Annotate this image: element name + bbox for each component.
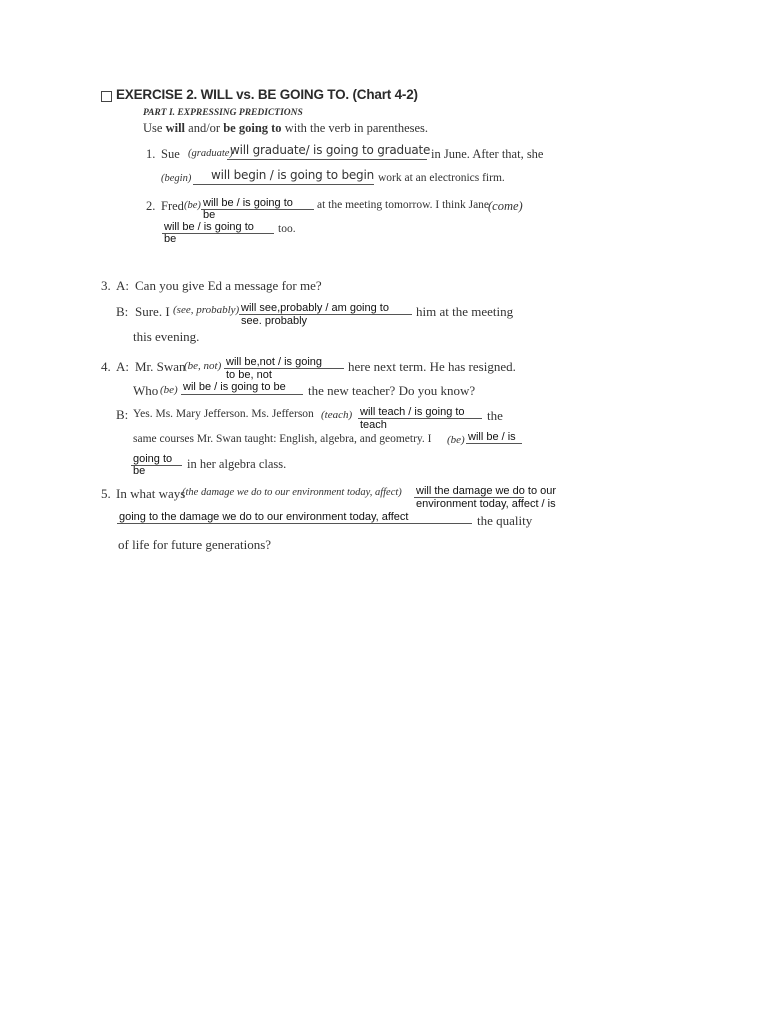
item-1-blank-a [227,159,427,160]
item-4-answer-e-line2[interactable]: teach [360,419,387,431]
item-4-answer-e-line1[interactable]: will teach / is going to [360,406,465,418]
item-3-answer-line1[interactable]: will see,probably / am going to [241,302,389,314]
item-1-text-a: Sue [161,147,180,161]
item-2-answer-b-line1[interactable]: will be / is going to [164,221,254,233]
item-5-answer-line2[interactable]: environment today, affect / is [416,498,556,510]
item-5-verb: (the damage we do to our environment today, affect) [182,487,402,498]
item-2-blank-b [162,233,274,234]
item-4-verb-a: (be, not) [184,360,222,372]
item-4-text-e: Yes. Ms. Mary Jefferson. Ms. Jefferson [133,408,314,420]
item-4-answer-c[interactable]: wil be / is going to be [183,381,286,393]
item-2-text-c: too. [278,223,296,235]
item-1-answer-b[interactable]: will begin / is going to begin [211,168,375,182]
item-1-number: 1. [146,147,156,161]
item-4-answer-g-line1[interactable]: will be / is [468,431,516,443]
item-4-verb-g: (be) [447,434,465,446]
item-3-number: 3. [101,278,111,293]
item-2-verb-a: (be) [184,200,201,211]
item-5-text-c: of life for future generations? [118,537,272,552]
part-heading: PART I. EXPRESSING PREDICTIONS [143,108,303,118]
item-2-blank-a [201,209,314,210]
item-1-verb-b: (begin) [161,173,192,184]
item-4-answer-g-line2[interactable]: going to [133,453,173,465]
item-1-blank-b [193,184,374,185]
item-2-text-a: Fred [161,199,184,213]
item-3-question: Can you give Ed a message for me? [135,278,322,293]
item-4-speaker-a: A: [116,359,129,374]
exercise-title: EXERCISE 2. WILL vs. BE GOING TO. (Chart 4-2) [116,87,418,102]
instructions: Use will and/or be going to with the verb in parentheses. [143,121,429,135]
item-2-number: 2. [146,199,156,213]
item-5-number: 5. [101,486,111,501]
item-5-blank-2 [117,523,472,524]
item-4-blank-g1 [466,443,522,444]
item-5-text-b: the quality [477,513,533,528]
item-2-answer-a-line1[interactable]: will be / is going to [203,197,293,209]
item-2-verb-b: (come) [488,199,523,213]
item-4-blank-c [181,394,303,395]
item-2-answer-b-line2[interactable]: be [164,233,177,245]
item-4-number: 4. [101,359,111,374]
item-1-answer-a[interactable]: will graduate/ is going to graduate [230,143,431,157]
item-3-verb: (see, probably) [173,304,240,316]
item-3-text-c: him at the meeting [416,304,514,319]
item-4-text-f: the [487,408,503,423]
item-5-answer-line3[interactable]: going to the damage we do to our environment today, affect [119,511,409,523]
item-1-text-c: work at an electronics firm. [378,172,505,184]
exercise-checkbox[interactable] [101,91,112,102]
item-1-verb-a: (graduate) [188,148,233,159]
item-3-text-d: this evening. [133,329,200,344]
item-4-answer-a-line2[interactable]: to be, not [226,369,272,381]
item-5-answer-line1[interactable]: will the damage we do to our [416,485,557,497]
item-4-answer-g-line3[interactable]: be [133,465,146,477]
item-4-text-b: here next term. He has resigned. [348,359,516,374]
item-3-speaker-b: B: [116,304,129,319]
item-5-text-a: In what ways [116,486,186,501]
item-3-text-b: Sure. I [135,304,170,319]
item-4-verb-e: (teach) [321,409,353,421]
item-2-text-b: at the meeting tomorrow. I think Jane [317,199,490,211]
item-4-answer-a-line1[interactable]: will be,not / is going [226,356,322,368]
item-4-text-c: Who [133,383,159,398]
item-3-answer-line2[interactable]: see. probably [241,315,308,327]
item-4-text-a: Mr. Swan [135,359,186,374]
item-4-text-g: same courses Mr. Swan taught: English, algebra, and geometry. I [133,433,432,445]
item-4-text-d: the new teacher? Do you know? [308,383,476,398]
item-4-speaker-b: B: [116,407,129,422]
item-4-verb-c: (be) [160,384,178,396]
item-1-text-b: in June. After that, she [431,147,544,161]
item-4-text-h: in her algebra class. [187,457,287,471]
item-3-speaker-a: A: [116,278,129,293]
item-2-answer-a-line2[interactable]: be [203,209,216,221]
